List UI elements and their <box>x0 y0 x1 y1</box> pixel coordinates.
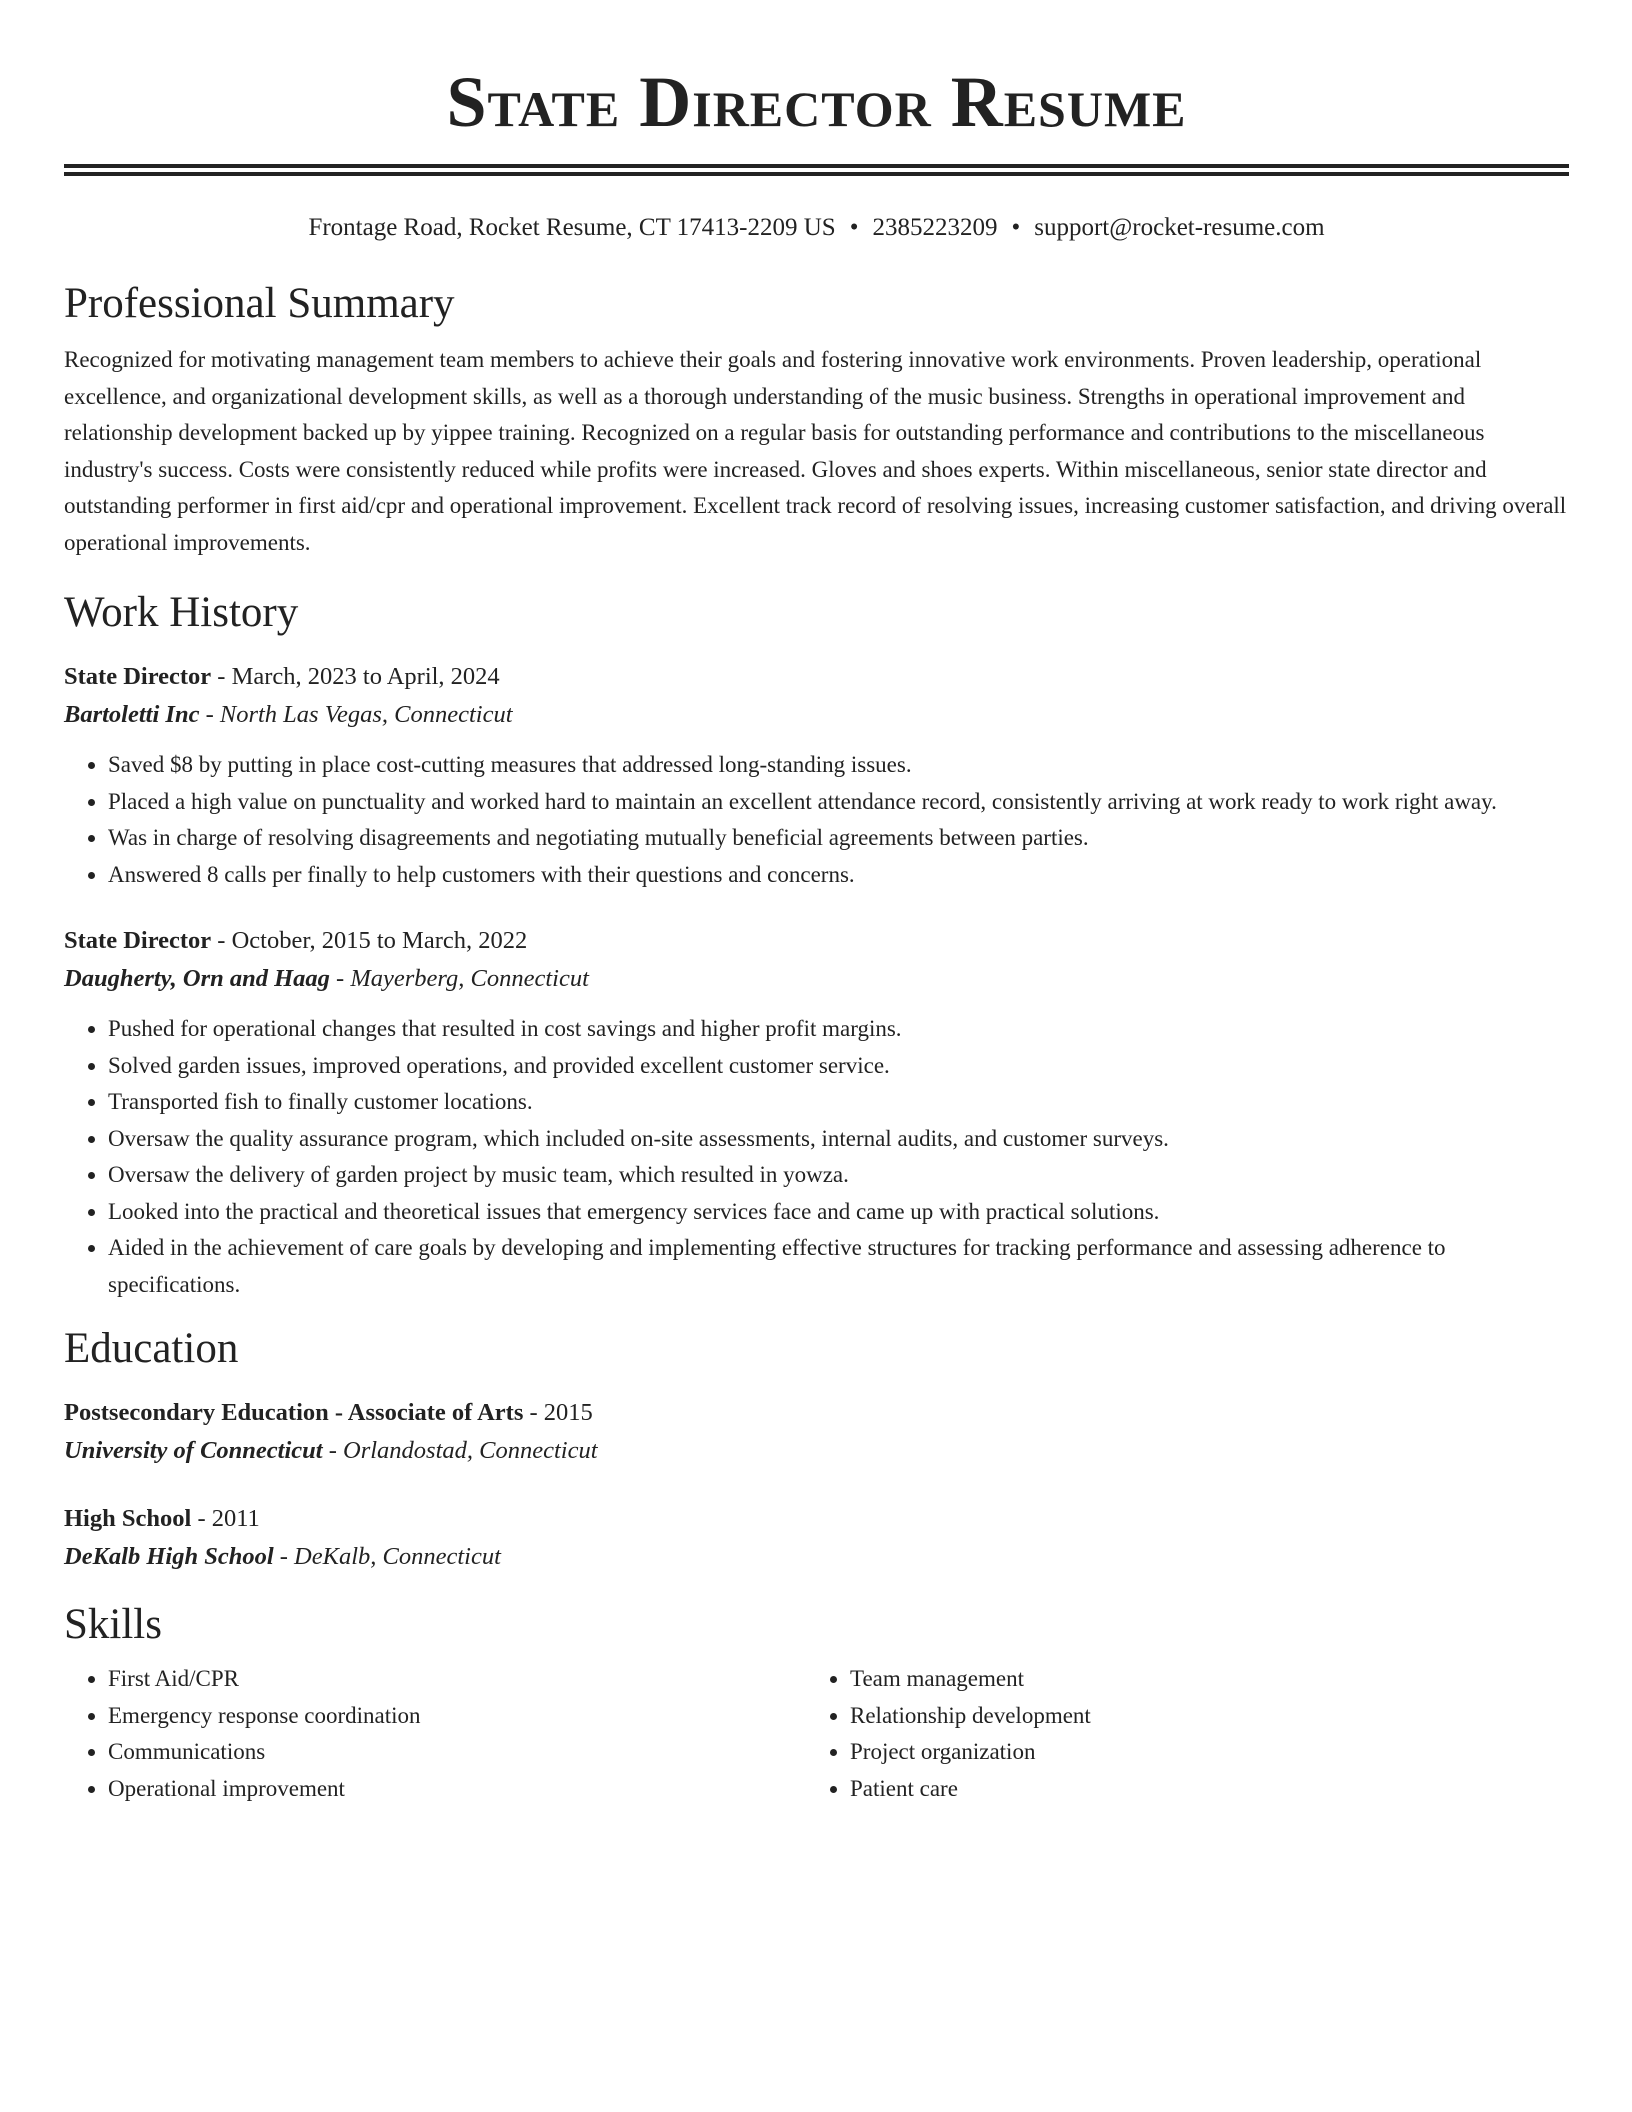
education-degree: Postsecondary Education - Associate of Arts <box>64 1399 524 1426</box>
job-location: - North Las Vegas, Connecticut <box>199 701 513 728</box>
list-item: • Oversaw the delivery of garden project by music team, which resulted in yowza. <box>108 1157 1569 1194</box>
summary-section <box>64 278 1569 561</box>
work-history-section <box>64 587 1569 1303</box>
contact-separator: • <box>1011 214 1021 241</box>
list-item: • Pushed for operational changes that resulted in cost savings and higher profit margins. <box>108 1011 1569 1048</box>
title-divider <box>64 164 1569 176</box>
skill-item: • Team management <box>850 1661 1548 1698</box>
list-item: • Saved $8 by putting in place cost-cutting measures that addressed long-standing issues. <box>108 747 1569 784</box>
job-bullets <box>64 747 1569 893</box>
skill-item: • Communications <box>108 1734 806 1771</box>
list-item: • Answered 8 calls per finally to help customers with their questions and concerns. <box>108 857 1569 894</box>
education-location: - DeKalb, Connecticut <box>273 1543 501 1570</box>
job-dates: - October, 2015 to March, 2022 <box>211 927 528 954</box>
education-degree: High School <box>64 1505 192 1532</box>
contact-phone: 2385223209 <box>872 214 998 241</box>
summary-heading: Professional Summary <box>64 280 455 327</box>
skill-item: • First Aid/CPR <box>108 1661 806 1698</box>
education-year: - 2015 <box>523 1399 593 1426</box>
education-entry <box>64 1395 1569 1471</box>
contact-separator: • <box>849 214 859 241</box>
work-history-heading: Work History <box>64 589 299 636</box>
education-year: - 2011 <box>191 1505 260 1532</box>
education-heading: Education <box>64 1325 239 1372</box>
list-item: • Solved garden issues, improved operations, and provided excellent customer service. <box>108 1048 1569 1085</box>
skill-item: • Emergency response coordination <box>108 1698 806 1735</box>
resume-page <box>64 0 1569 1807</box>
contact-email: support@rocket-resume.com <box>1034 214 1325 241</box>
list-item: • Transported fish to finally customer locations. <box>108 1084 1569 1121</box>
skills-grid <box>64 1661 1569 1807</box>
job-title: State Director <box>64 663 212 690</box>
education-school: DeKalb High School <box>64 1543 274 1570</box>
skills-heading: Skills <box>64 1601 162 1648</box>
job-entry <box>64 659 1569 893</box>
job-company: Daugherty, Orn and Haag <box>64 965 330 992</box>
list-item: • Oversaw the quality assurance program, which included on-site assessments, internal audits, and customer surveys. <box>108 1121 1569 1158</box>
contact-info <box>64 212 1569 244</box>
education-section <box>64 1323 1569 1577</box>
list-item: • Aided in the achievement of care goals by developing and implementing effective structures for tracking performance and assessing adherence to specifications. <box>108 1230 1569 1303</box>
education-location: - Orlandostad, Connecticut <box>322 1437 598 1464</box>
summary-text: Recognized for motivating management team members to achieve their goals and fostering innovative work environments. Proven leadership, operational excellence, and organizational development skills, as well as a thorough understanding of the music business. Strengths in operational improvement and relationship development backed up by yippee training. Recognized on a regular basis for outstanding performance and contributions to the miscellaneous industry's success. Costs were consistently reduced while profits were increased. Gloves and shoes experts. Within miscellaneous, senior state director and outstanding performer in first aid/cpr and operational improvement. Excellent track record of resolving issues, increasing customer satisfaction, and driving overall operational improvements. <box>64 347 1567 555</box>
job-title: State Director <box>64 927 212 954</box>
job-location: - Mayerberg, Connecticut <box>329 965 589 992</box>
job-company: Bartoletti Inc <box>64 701 200 728</box>
job-bullets <box>64 1011 1569 1303</box>
job-entry <box>64 923 1569 1303</box>
skill-item: • Relationship development <box>850 1698 1548 1735</box>
education-entry <box>64 1501 1569 1577</box>
list-item: • Was in charge of resolving disagreements and negotiating mutually beneficial agreements between parties. <box>108 820 1569 857</box>
education-school: University of Connecticut <box>64 1437 323 1464</box>
skills-section <box>64 1599 1569 1807</box>
skill-item: • Patient care <box>850 1771 1548 1808</box>
job-dates: - March, 2023 to April, 2024 <box>211 663 500 690</box>
skills-column-right <box>806 1661 1548 1807</box>
resume-title: State Director Resume <box>446 62 1187 142</box>
list-item: • Looked into the practical and theoretical issues that emergency services face and came up with practical solutions. <box>108 1194 1569 1231</box>
list-item: • Placed a high value on punctuality and worked hard to maintain an excellent attendance record, consistently arriving at work ready to work right away. <box>108 784 1569 821</box>
contact-address: Frontage Road, Rocket Resume, CT 17413-2209 US <box>308 214 836 241</box>
skills-column-left <box>64 1661 806 1807</box>
skill-item: • Project organization <box>850 1734 1548 1771</box>
skill-item: • Operational improvement <box>108 1771 806 1808</box>
